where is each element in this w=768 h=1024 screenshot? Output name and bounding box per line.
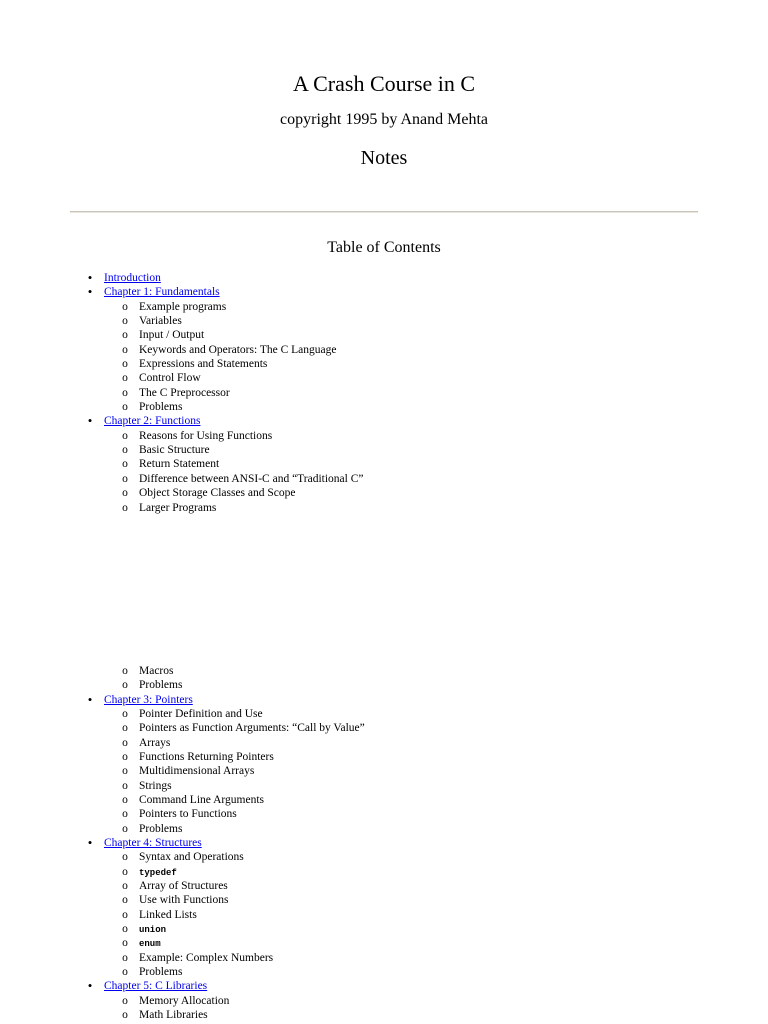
circle-bullet-icon: o — [122, 707, 128, 720]
circle-bullet-icon: o — [122, 487, 128, 500]
toc-section-row — [0, 400, 768, 414]
section-label: Syntax and Operations — [139, 851, 244, 864]
circle-bullet-icon: o — [122, 472, 128, 485]
section-label: Basic Structure — [139, 444, 210, 457]
bullet-icon: • — [87, 413, 93, 429]
circle-bullet-icon: o — [122, 880, 128, 892]
toc-section-row — [0, 678, 768, 692]
table-of-contents — [0, 271, 768, 1022]
toc-section-row — [0, 343, 768, 357]
circle-bullet-icon: o — [122, 923, 128, 936]
circle-bullet-icon: o — [122, 501, 128, 514]
page-break-gap — [0, 515, 768, 664]
bullet-icon: • — [87, 270, 93, 285]
bullet-icon: • — [87, 284, 93, 300]
toc-section-row — [0, 443, 768, 457]
section-label: Pointer Definition and Use — [139, 707, 263, 720]
section-label: Problems — [139, 966, 183, 979]
circle-bullet-icon: o — [122, 966, 128, 979]
section-label: Object Storage Classes and Scope — [139, 487, 296, 500]
horizontal-rule — [70, 211, 698, 213]
circle-bullet-icon: o — [122, 808, 128, 821]
bullet-icon: • — [87, 978, 93, 994]
toc-section-row — [0, 879, 768, 893]
toc-section-row — [0, 822, 768, 836]
toc-section-row — [0, 664, 768, 678]
section-label: Problems — [139, 679, 183, 692]
circle-bullet-icon: o — [122, 908, 128, 921]
circle-bullet-icon: o — [122, 765, 128, 778]
bullet-icon: • — [87, 834, 93, 850]
section-label: Math Libraries — [139, 1009, 208, 1022]
section-label: Multidimensional Arrays — [139, 765, 255, 778]
toc-section-row — [0, 951, 768, 965]
section-label: Use with Functions — [139, 894, 229, 907]
circle-bullet-icon: o — [122, 458, 128, 471]
toc-section-row — [0, 357, 768, 371]
toc-section-row — [0, 922, 768, 936]
bullet-icon: • — [87, 691, 93, 707]
toc-section-row — [0, 893, 768, 907]
toc-section-row — [0, 707, 768, 721]
section-label: Difference between ANSI-C and “Traditional C” — [139, 472, 364, 485]
circle-bullet-icon: o — [122, 851, 128, 864]
circle-bullet-icon: o — [122, 444, 128, 457]
section-label: Pointers to Functions — [139, 808, 237, 821]
circle-bullet-icon: o — [122, 1009, 128, 1022]
circle-bullet-icon: o — [122, 894, 128, 907]
section-label: Functions Returning Pointers — [139, 750, 274, 763]
section-label: Pointers as Function Arguments: “Call by Value” — [139, 722, 365, 735]
document-subtitle: Notes — [360, 147, 408, 169]
circle-bullet-icon: o — [122, 358, 128, 371]
circle-bullet-icon: o — [122, 937, 128, 950]
circle-bullet-icon: o — [122, 793, 128, 806]
section-label: Reasons for Using Functions — [139, 429, 273, 442]
chapter-link[interactable]: Chapter 2: Functions — [104, 415, 201, 428]
circle-bullet-icon: o — [122, 822, 128, 835]
circle-bullet-icon: o — [122, 372, 128, 385]
circle-bullet-icon: o — [122, 664, 128, 677]
circle-bullet-icon: o — [122, 343, 128, 356]
circle-bullet-icon: o — [122, 315, 128, 328]
circle-bullet-icon: o — [122, 386, 128, 399]
toc-section-row — [0, 371, 768, 385]
chapter-link[interactable]: Introduction — [104, 272, 161, 284]
section-label: Control Flow — [139, 372, 201, 385]
circle-bullet-icon: o — [122, 329, 128, 342]
circle-bullet-icon: o — [122, 429, 128, 442]
toc-section-row — [0, 1008, 768, 1022]
section-label: Strings — [139, 779, 172, 792]
section-label: Variables — [139, 315, 182, 328]
toc-chapter-row — [0, 836, 768, 850]
toc-heading: Table of Contents — [327, 239, 441, 256]
toc-chapter-row — [0, 285, 768, 299]
section-label: Expressions and Statements — [139, 358, 268, 371]
section-label: Linked Lists — [139, 908, 197, 921]
circle-bullet-icon: o — [122, 750, 128, 763]
section-label: Larger Programs — [139, 501, 217, 514]
toc-section-row — [0, 994, 768, 1008]
toc-section-row — [0, 965, 768, 979]
chapter-link[interactable]: Chapter 3: Pointers — [104, 693, 193, 706]
toc-section-row — [0, 721, 768, 735]
toc-section-row — [0, 472, 768, 486]
toc-section-row — [0, 386, 768, 400]
section-label: union — [139, 925, 167, 936]
section-label: Input / Output — [139, 329, 205, 342]
section-label: Array of Structures — [139, 880, 228, 892]
toc-section-row — [0, 764, 768, 778]
section-label: The C Preprocessor — [139, 386, 230, 399]
toc-section-row — [0, 314, 768, 328]
toc-chapter-row — [0, 693, 768, 707]
circle-bullet-icon: o — [122, 994, 128, 1007]
copyright-line: copyright 1995 by Anand Mehta — [280, 111, 488, 128]
circle-bullet-icon: o — [122, 865, 128, 878]
toc-chapter-row — [0, 414, 768, 428]
section-label: Problems — [139, 401, 183, 414]
circle-bullet-icon: o — [122, 951, 128, 964]
toc-section-row — [0, 908, 768, 922]
section-label: Problems — [139, 822, 183, 835]
toc-section-row — [0, 779, 768, 793]
toc-section-row — [0, 850, 768, 864]
toc-section-row — [0, 750, 768, 764]
toc-section-row — [0, 328, 768, 342]
toc-section-row — [0, 300, 768, 314]
toc-section-row — [0, 936, 768, 950]
chapter-link[interactable]: Chapter 1: Fundamentals — [104, 286, 220, 299]
section-label: Keywords and Operators: The C Language — [139, 343, 337, 356]
section-label: typedef — [139, 867, 177, 878]
toc-section-row — [0, 457, 768, 471]
toc-chapter-row — [0, 979, 768, 993]
section-label: Command Line Arguments — [139, 793, 265, 806]
chapter-link[interactable]: Chapter 4: Structures — [104, 836, 202, 849]
toc-section-row — [0, 501, 768, 515]
section-label: Return Statement — [139, 458, 220, 471]
section-label: Example programs — [139, 300, 227, 313]
section-label: Macros — [139, 664, 174, 677]
toc-section-row — [0, 736, 768, 750]
toc-section-row — [0, 807, 768, 821]
section-label: Arrays — [139, 736, 171, 749]
section-label: Memory Allocation — [139, 994, 230, 1007]
circle-bullet-icon: o — [122, 679, 128, 692]
section-label: Example: Complex Numbers — [139, 951, 274, 964]
toc-section-row — [0, 429, 768, 443]
section-label: enum — [139, 939, 161, 950]
toc-section-row — [0, 793, 768, 807]
circle-bullet-icon: o — [122, 779, 128, 792]
toc-chapter-row — [0, 271, 768, 285]
toc-section-row — [0, 486, 768, 500]
circle-bullet-icon: o — [122, 722, 128, 735]
toc-section-row — [0, 865, 768, 879]
circle-bullet-icon: o — [122, 736, 128, 749]
chapter-link[interactable]: Chapter 5: C Libraries — [104, 980, 208, 993]
document-title: A Crash Course in C — [292, 71, 476, 96]
circle-bullet-icon: o — [122, 300, 128, 313]
circle-bullet-icon: o — [122, 401, 128, 414]
